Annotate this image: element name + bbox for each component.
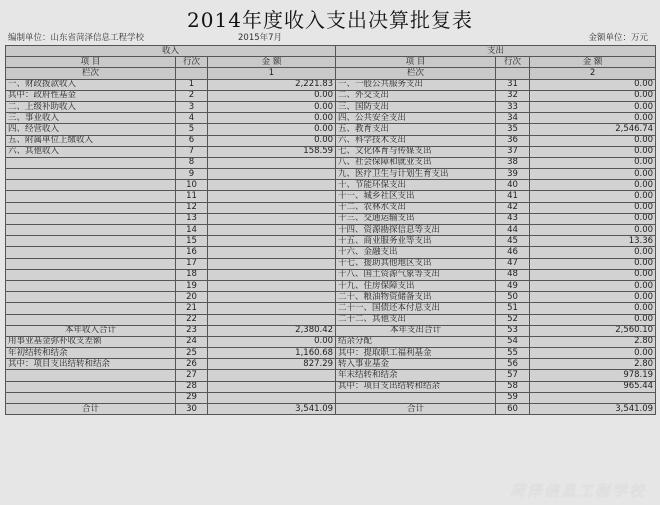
income-rowno-cell: 6 xyxy=(176,135,208,146)
expense-item-cell: 其中：提取职工福利基金 xyxy=(336,348,496,359)
table-row xyxy=(6,325,656,336)
income-item-cell xyxy=(6,292,176,303)
table-row xyxy=(6,280,656,291)
income-item-cell xyxy=(6,303,176,314)
income-col-label: 栏次 xyxy=(6,68,176,79)
income-amount-cell xyxy=(208,269,336,280)
expense-amount-cell: 0.00 xyxy=(530,191,656,202)
income-item-cell xyxy=(6,269,176,280)
income-rowno-cell: 13 xyxy=(176,213,208,224)
expense-item-cell: 其中：项目支出结转和结余 xyxy=(336,381,496,392)
expense-amount-cell: 0.00 xyxy=(530,90,656,101)
income-rowno-cell: 21 xyxy=(176,303,208,314)
table-row xyxy=(6,169,656,180)
expense-rowno-cell: 37 xyxy=(496,146,530,157)
expense-amount-cell: 0.00 xyxy=(530,303,656,314)
income-amount-cell xyxy=(208,191,336,202)
table-row xyxy=(6,381,656,392)
expense-amount-cell: 0.00 xyxy=(530,157,656,168)
income-item-cell xyxy=(6,392,176,403)
income-rowno-cell: 15 xyxy=(176,236,208,247)
income-amount-cell xyxy=(208,303,336,314)
income-rowno-cell: 11 xyxy=(176,191,208,202)
income-amount-cell xyxy=(208,280,336,291)
table-row xyxy=(6,135,656,146)
income-amount-cell xyxy=(208,392,336,403)
income-rowno-cell: 23 xyxy=(176,325,208,336)
table-row xyxy=(6,236,656,247)
expense-item-cell: 十九、住房保障支出 xyxy=(336,280,496,291)
expense-item-cell: 三、国防支出 xyxy=(336,101,496,112)
income-amount-cell xyxy=(208,314,336,325)
income-item-cell xyxy=(6,169,176,180)
income-rowno-cell: 18 xyxy=(176,269,208,280)
income-item-cell: 其中：政府性基金 xyxy=(6,90,176,101)
income-item-cell xyxy=(6,225,176,236)
table-row xyxy=(6,247,656,258)
income-rowno-cell: 9 xyxy=(176,169,208,180)
expense-amount-cell: 0.00 xyxy=(530,202,656,213)
table-row xyxy=(6,90,656,101)
expense-rowno-cell: 47 xyxy=(496,258,530,269)
income-item-cell xyxy=(6,280,176,291)
income-item-cell xyxy=(6,258,176,269)
expense-rowno-cell: 44 xyxy=(496,225,530,236)
expense-item-cell: 四、公共安全支出 xyxy=(336,113,496,124)
income-rowno-cell: 12 xyxy=(176,202,208,213)
income-amount-cell: 2,221.83 xyxy=(208,79,336,90)
income-item-cell: 本年收入合计 xyxy=(6,325,176,336)
expense-amount-cell: 0.00 xyxy=(530,146,656,157)
income-amount-cell: 1,160.68 xyxy=(208,348,336,359)
table-row xyxy=(6,157,656,168)
expense-amount-cell: 965.44 xyxy=(530,381,656,392)
expense-rowno-cell: 55 xyxy=(496,348,530,359)
expense-rowno-cell: 56 xyxy=(496,359,530,370)
income-col-blank xyxy=(176,68,208,79)
expense-item-cell: 十、节能环保支出 xyxy=(336,180,496,191)
income-item-cell xyxy=(6,180,176,191)
expense-col-blank xyxy=(496,68,530,79)
income-rowno-cell: 22 xyxy=(176,314,208,325)
income-amount-cell xyxy=(208,202,336,213)
table-row xyxy=(6,292,656,303)
table-row xyxy=(6,392,656,403)
expense-rowno-cell: 58 xyxy=(496,381,530,392)
income-rowno-cell: 2 xyxy=(176,90,208,101)
income-amount-cell xyxy=(208,180,336,191)
expense-item-cell: 十二、农林水支出 xyxy=(336,202,496,213)
expense-amount-cell: 2,560.10 xyxy=(530,325,656,336)
income-amount-header: 金 额 xyxy=(208,57,336,68)
expense-amount-cell: 0.00 xyxy=(530,314,656,325)
income-rowno-cell: 4 xyxy=(176,113,208,124)
table-row xyxy=(6,113,656,124)
income-rowno-cell: 16 xyxy=(176,247,208,258)
income-rowno-cell: 8 xyxy=(176,157,208,168)
table-row xyxy=(6,146,656,157)
table-row xyxy=(6,79,656,90)
expense-item-cell: 八、社会保障和就业支出 xyxy=(336,157,496,168)
income-rowno-cell: 20 xyxy=(176,292,208,303)
expense-rowno-cell: 52 xyxy=(496,314,530,325)
income-item-cell xyxy=(6,191,176,202)
expense-item-cell: 合计 xyxy=(336,404,496,415)
table-row xyxy=(6,370,656,381)
income-item-cell: 五、附属单位上缴收入 xyxy=(6,135,176,146)
table-row xyxy=(6,191,656,202)
expense-amount-cell xyxy=(530,392,656,403)
expense-item-cell: 十六、金融支出 xyxy=(336,247,496,258)
expense-amount-cell: 0.00 xyxy=(530,269,656,280)
table-row xyxy=(6,314,656,325)
expense-item-cell: 十四、资源勘探信息等支出 xyxy=(336,225,496,236)
income-amount-cell: 0.00 xyxy=(208,101,336,112)
income-amount-cell: 2,380.42 xyxy=(208,325,336,336)
compiling-unit: 编制单位：山东省菏泽信息工程学校 xyxy=(8,33,145,43)
income-item-cell xyxy=(6,247,176,258)
expense-amount-cell: 0.00 xyxy=(530,213,656,224)
expense-amount-cell: 0.00 xyxy=(530,280,656,291)
income-amount-cell xyxy=(208,169,336,180)
income-amount-cell xyxy=(208,258,336,269)
income-amount-cell xyxy=(208,225,336,236)
income-amount-cell xyxy=(208,157,336,168)
expense-item-cell: 五、教育支出 xyxy=(336,124,496,135)
expense-item-cell: 九、医疗卫生与计划生育支出 xyxy=(336,169,496,180)
table-row xyxy=(6,269,656,280)
expense-rowno-cell: 41 xyxy=(496,191,530,202)
expense-rowno-cell: 36 xyxy=(496,135,530,146)
income-item-cell xyxy=(6,157,176,168)
expense-amount-cell: 2.80 xyxy=(530,336,656,347)
expense-item-cell: 十七、援助其他地区支出 xyxy=(336,258,496,269)
expense-item-cell: 一、一般公共服务支出 xyxy=(336,79,496,90)
income-amount-cell xyxy=(208,213,336,224)
expense-amount-cell: 2.80 xyxy=(530,359,656,370)
expense-rowno-cell: 43 xyxy=(496,213,530,224)
income-item-cell: 六、其他收入 xyxy=(6,146,176,157)
table-row xyxy=(6,202,656,213)
income-item-cell: 其中：项目支出结转和结余 xyxy=(6,359,176,370)
income-rowno-cell: 5 xyxy=(176,124,208,135)
table-row xyxy=(6,336,656,347)
income-rowno-cell: 28 xyxy=(176,381,208,392)
expense-amount-cell: 0.00 xyxy=(530,101,656,112)
income-rowno-cell: 1 xyxy=(176,79,208,90)
expense-rowno-cell: 39 xyxy=(496,169,530,180)
expense-rowno-cell: 48 xyxy=(496,269,530,280)
expense-col-number: 2 xyxy=(530,68,656,79)
income-header: 收入 xyxy=(6,46,336,57)
income-amount-cell xyxy=(208,370,336,381)
expense-amount-cell: 0.00 xyxy=(530,79,656,90)
expense-item-cell: 六、科学技术支出 xyxy=(336,135,496,146)
income-amount-cell: 0.00 xyxy=(208,336,336,347)
header-row-columns xyxy=(6,57,656,68)
expense-rowno-cell: 34 xyxy=(496,113,530,124)
expense-amount-cell: 0.00 xyxy=(530,292,656,303)
expense-amount-cell: 2,546.74 xyxy=(530,124,656,135)
expense-rowno-cell: 46 xyxy=(496,247,530,258)
income-amount-cell: 0.00 xyxy=(208,113,336,124)
income-rowno-cell: 27 xyxy=(176,370,208,381)
expense-header: 支出 xyxy=(336,46,656,57)
expense-item-cell: 二十、粮油物资储备支出 xyxy=(336,292,496,303)
budget-table xyxy=(5,45,656,415)
income-rowno-cell: 17 xyxy=(176,258,208,269)
income-amount-cell xyxy=(208,292,336,303)
expense-rowno-cell: 54 xyxy=(496,336,530,347)
expense-item-cell: 二、外交支出 xyxy=(336,90,496,101)
income-rowno-cell: 25 xyxy=(176,348,208,359)
expense-item-cell: 十一、城乡社区支出 xyxy=(336,191,496,202)
expense-item-cell: 七、文化体育与传媒支出 xyxy=(336,146,496,157)
expense-rowno-cell: 35 xyxy=(496,124,530,135)
expense-item-cell: 结余分配 xyxy=(336,336,496,347)
expense-amount-cell: 0.00 xyxy=(530,180,656,191)
table-row xyxy=(6,225,656,236)
income-item-cell xyxy=(6,370,176,381)
income-item-cell: 四、经营收入 xyxy=(6,124,176,135)
amount-unit: 金额单位：万元 xyxy=(588,33,648,43)
expense-rowno-cell: 59 xyxy=(496,392,530,403)
table-row xyxy=(6,180,656,191)
expense-item-cell: 二十一、国债还本付息支出 xyxy=(336,303,496,314)
header-row-column-index xyxy=(6,68,656,79)
income-item-cell: 三、事业收入 xyxy=(6,113,176,124)
income-rowno-cell: 26 xyxy=(176,359,208,370)
income-amount-cell: 827.29 xyxy=(208,359,336,370)
income-item-cell: 二、上级补助收入 xyxy=(6,101,176,112)
income-rowno-cell: 14 xyxy=(176,225,208,236)
expense-rowno-cell: 57 xyxy=(496,370,530,381)
expense-amount-header: 金 额 xyxy=(530,57,656,68)
income-rowno-cell: 7 xyxy=(176,146,208,157)
income-rowno-header: 行次 xyxy=(176,57,208,68)
income-rowno-cell: 30 xyxy=(176,404,208,415)
income-amount-cell: 0.00 xyxy=(208,135,336,146)
expense-rowno-cell: 42 xyxy=(496,202,530,213)
table-row xyxy=(6,359,656,370)
expense-item-cell: 转入事业基金 xyxy=(336,359,496,370)
school-watermark: 菏泽信息工程学校 xyxy=(509,482,646,500)
income-rowno-cell: 3 xyxy=(176,101,208,112)
expense-col-label: 栏次 xyxy=(336,68,496,79)
income-item-cell xyxy=(6,202,176,213)
expense-item-cell: 十八、国土资源气象等支出 xyxy=(336,269,496,280)
table-row xyxy=(6,101,656,112)
expense-item-cell: 本年支出合计 xyxy=(336,325,496,336)
income-col-number: 1 xyxy=(208,68,336,79)
income-amount-cell xyxy=(208,381,336,392)
income-item-cell: 年初结转和结余 xyxy=(6,348,176,359)
expense-rowno-cell: 31 xyxy=(496,79,530,90)
expense-amount-cell: 0.00 xyxy=(530,135,656,146)
expense-amount-cell: 0.00 xyxy=(530,247,656,258)
expense-item-cell: 十三、交通运输支出 xyxy=(336,213,496,224)
expense-rowno-cell: 53 xyxy=(496,325,530,336)
expense-item-cell: 年末结转和结余 xyxy=(336,370,496,381)
expense-item-cell: 二十二、其他支出 xyxy=(336,314,496,325)
income-item-cell: 合计 xyxy=(6,404,176,415)
expense-amount-cell: 13.36 xyxy=(530,236,656,247)
expense-rowno-cell: 32 xyxy=(496,90,530,101)
table-row xyxy=(6,258,656,269)
income-amount-cell: 0.00 xyxy=(208,124,336,135)
table-row xyxy=(6,213,656,224)
expense-rowno-cell: 45 xyxy=(496,236,530,247)
income-amount-cell xyxy=(208,247,336,258)
income-amount-cell: 0.00 xyxy=(208,90,336,101)
expense-rowno-cell: 38 xyxy=(496,157,530,168)
income-rowno-cell: 24 xyxy=(176,336,208,347)
table-row xyxy=(6,124,656,135)
income-rowno-cell: 19 xyxy=(176,280,208,291)
report-date: 2015年7月 xyxy=(238,33,283,43)
expense-rowno-header: 行次 xyxy=(496,57,530,68)
income-item-cell xyxy=(6,314,176,325)
income-rowno-cell: 29 xyxy=(176,392,208,403)
income-amount-cell: 3,541.09 xyxy=(208,404,336,415)
income-amount-cell: 158.59 xyxy=(208,146,336,157)
expense-amount-cell: 0.00 xyxy=(530,258,656,269)
income-item-cell xyxy=(6,213,176,224)
income-item-header: 项 目 xyxy=(6,57,176,68)
expense-item-header: 项 目 xyxy=(336,57,496,68)
expense-amount-cell: 3,541.09 xyxy=(530,404,656,415)
report-title: 2014年度收入支出决算批复表 xyxy=(187,8,473,32)
expense-rowno-cell: 33 xyxy=(496,101,530,112)
expense-amount-cell: 0.00 xyxy=(530,113,656,124)
expense-rowno-cell: 60 xyxy=(496,404,530,415)
expense-rowno-cell: 50 xyxy=(496,292,530,303)
expense-item-cell: 十五、商业服务业等支出 xyxy=(336,236,496,247)
expense-rowno-cell: 51 xyxy=(496,303,530,314)
expense-amount-cell: 0.00 xyxy=(530,225,656,236)
table-row xyxy=(6,348,656,359)
expense-rowno-cell: 40 xyxy=(496,180,530,191)
table-row xyxy=(6,303,656,314)
expense-amount-cell: 0.00 xyxy=(530,348,656,359)
expense-amount-cell: 0.00 xyxy=(530,169,656,180)
expense-item-cell xyxy=(336,392,496,403)
header-row-section xyxy=(6,46,656,57)
income-rowno-cell: 10 xyxy=(176,180,208,191)
income-item-cell: 一、财政拨款收入 xyxy=(6,79,176,90)
table-row xyxy=(6,404,656,415)
expense-rowno-cell: 49 xyxy=(496,280,530,291)
income-item-cell xyxy=(6,381,176,392)
expense-amount-cell: 978.19 xyxy=(530,370,656,381)
income-item-cell: 用事业基金弥补收支差额 xyxy=(6,336,176,347)
income-amount-cell xyxy=(208,236,336,247)
income-item-cell xyxy=(6,236,176,247)
